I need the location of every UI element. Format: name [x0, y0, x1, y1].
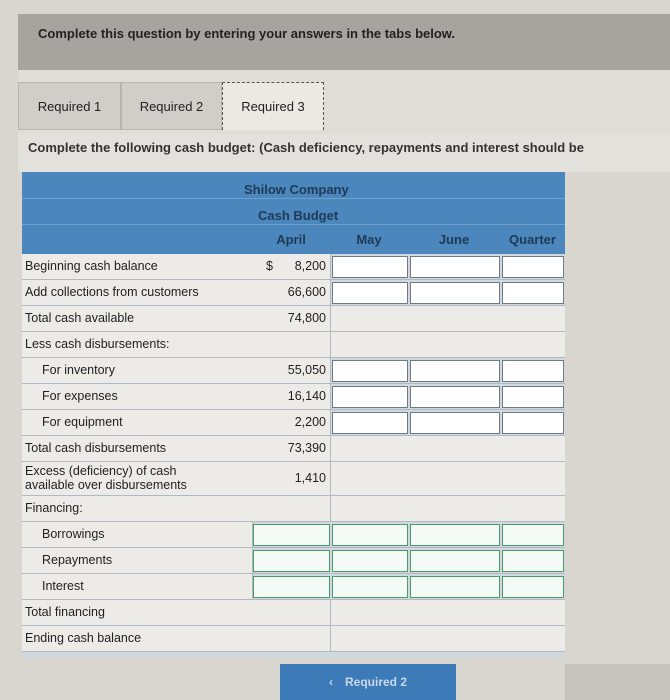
quarter-input[interactable] — [502, 412, 564, 434]
prev-required-2-button[interactable] — [280, 664, 456, 700]
company-name: Shilow Company — [244, 182, 349, 197]
row-label: Borrowings — [42, 527, 105, 541]
may-input[interactable] — [332, 256, 408, 278]
tab-required-3[interactable]: Required 3 — [222, 82, 324, 130]
may-input[interactable] — [332, 412, 408, 434]
table-row — [22, 574, 565, 600]
april-value: 8,200 — [294, 259, 326, 273]
row-label: Add collections from customers — [25, 285, 199, 299]
april-value: 66,600 — [287, 285, 326, 299]
cash-budget-table — [22, 172, 565, 658]
table-row — [22, 600, 565, 626]
may-input[interactable] — [332, 386, 408, 408]
june-input[interactable] — [410, 576, 500, 598]
april-input[interactable] — [253, 550, 330, 572]
row-label: Total cash available — [25, 311, 135, 325]
april-input[interactable] — [253, 576, 330, 598]
row-label: Total financing — [25, 605, 105, 619]
row-label: Beginning cash balance — [25, 259, 158, 273]
row-label: Total cash disbursements — [25, 441, 167, 455]
budget-title: Cash Budget — [258, 208, 339, 223]
row-label: Interest — [42, 579, 84, 593]
row-label: For inventory — [42, 363, 115, 377]
table-header — [22, 172, 565, 254]
table-row — [22, 522, 565, 548]
quarter-input[interactable] — [502, 282, 564, 304]
april-value: 16,140 — [287, 389, 326, 403]
question-title: Complete this question by entering your answers in the tabs below. — [38, 26, 456, 41]
tab-required-2[interactable]: Required 2 — [121, 82, 222, 130]
table-row — [22, 436, 565, 462]
june-input[interactable] — [410, 360, 500, 382]
table-row — [22, 496, 565, 522]
col-june: June — [438, 232, 470, 247]
table-row — [22, 384, 565, 410]
table-row — [22, 280, 565, 306]
may-input[interactable] — [332, 360, 408, 382]
table-row — [22, 462, 565, 496]
chevron-left-icon: ‹ — [328, 675, 333, 689]
quarter-input[interactable] — [502, 576, 564, 598]
quarter-input[interactable] — [502, 524, 564, 546]
row-label: Repayments — [42, 553, 113, 567]
table-row — [22, 254, 565, 280]
june-input[interactable] — [410, 524, 500, 546]
quarter-input[interactable] — [502, 550, 564, 572]
row-label: Ending cash balance — [25, 631, 142, 645]
may-input[interactable] — [332, 282, 408, 304]
june-input[interactable] — [410, 282, 500, 304]
row-label: Less cash disbursements: — [25, 337, 170, 351]
april-value: 55,050 — [287, 363, 326, 377]
row-label: Financing: — [25, 501, 83, 515]
quarter-input[interactable] — [502, 360, 564, 382]
table-row — [22, 548, 565, 574]
june-input[interactable] — [410, 550, 500, 572]
col-april: April — [276, 232, 306, 247]
question-header — [18, 14, 670, 70]
col-may: May — [356, 232, 382, 247]
tab-required-1[interactable]: Required 1 — [18, 82, 121, 130]
april-input[interactable] — [253, 524, 330, 546]
instructions-text: Complete the following cash budget: (Cash deficiency, repayments and interest should be — [28, 140, 584, 155]
table-row — [22, 358, 565, 384]
may-input[interactable] — [332, 524, 408, 546]
may-input[interactable] — [332, 550, 408, 572]
april-value: 73,390 — [287, 441, 326, 455]
june-input[interactable] — [410, 412, 500, 434]
june-input[interactable] — [410, 256, 500, 278]
june-input[interactable] — [410, 386, 500, 408]
april-value: 74,800 — [287, 311, 326, 325]
currency-symbol: $ — [266, 259, 273, 273]
table-row — [22, 332, 565, 358]
quarter-input[interactable] — [502, 386, 564, 408]
row-label: Excess (deficiency) of cash available over disbursements — [25, 464, 187, 492]
table-row — [22, 410, 565, 436]
quarter-input[interactable] — [502, 256, 564, 278]
april-value: 1,410 — [294, 471, 326, 485]
tab-bar — [18, 70, 670, 134]
table-row — [22, 626, 565, 652]
col-quarter: Quarter — [509, 232, 556, 247]
may-input[interactable] — [332, 576, 408, 598]
instructions — [18, 134, 670, 172]
row-label: For equipment — [42, 415, 123, 429]
row-label: For expenses — [42, 389, 118, 403]
table-row — [22, 306, 565, 332]
april-value: 2,200 — [294, 415, 326, 429]
prev-button-label: Required 2 — [344, 675, 407, 689]
